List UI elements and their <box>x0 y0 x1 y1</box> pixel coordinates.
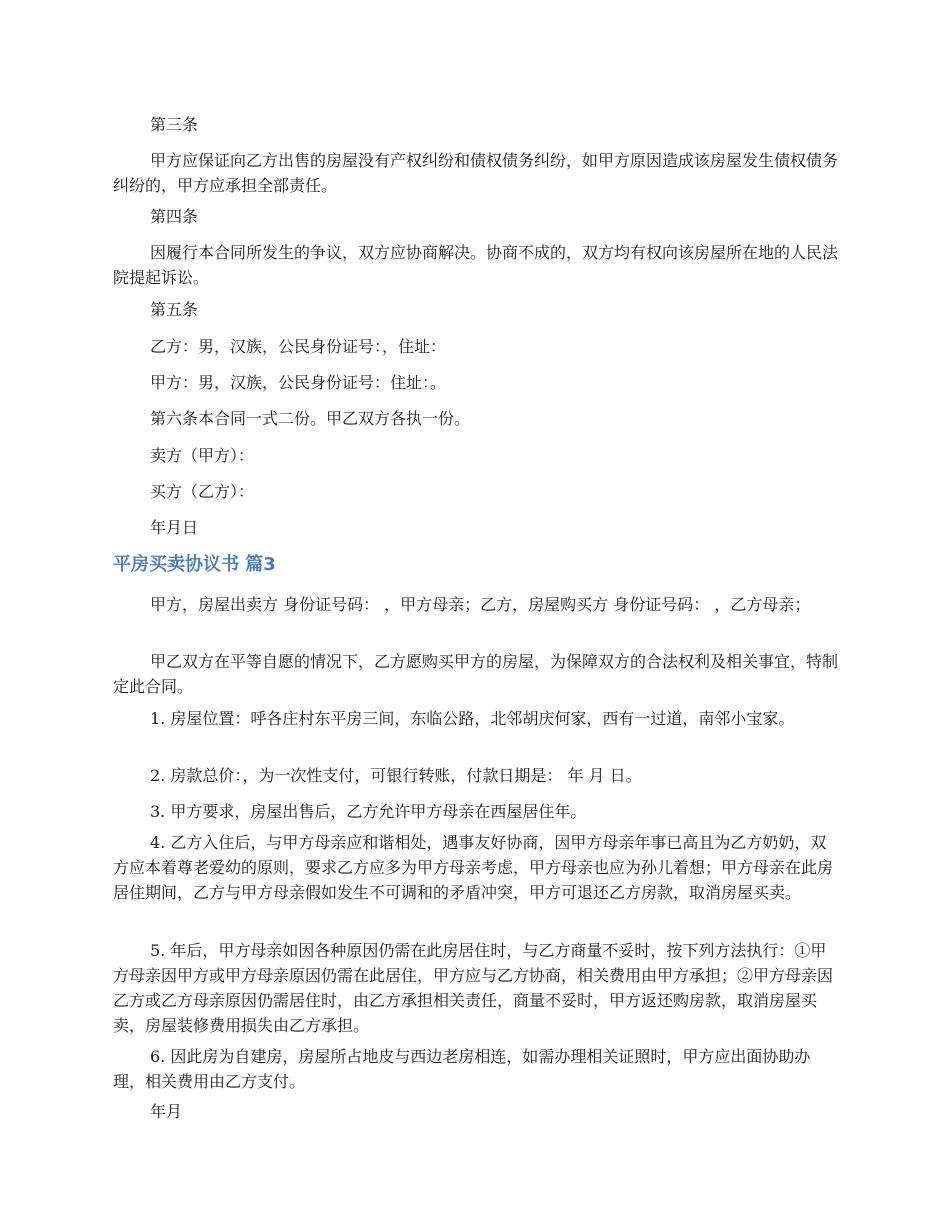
article-3-text: 甲方应保证向乙方出售的房屋没有产权纠纷和债权债务纠纷，如甲方原因造成该房屋发生债权债务纠纷的，甲方应承担全部责任。 <box>113 151 839 195</box>
article-4-title: 第四条 <box>150 207 199 226</box>
intro-parties: 甲方，房屋出卖方 身份证号码： ，甲方母亲；乙方，房屋购买方 身份证号码： ，乙方母亲； <box>150 595 811 614</box>
clause-1: 1. 房屋位置：呼各庄村东平房三间，东临公路，北邻胡庆何家，西有一过道，南邻小宝家。 <box>150 709 795 728</box>
party-a-line: 甲方：男，汉族，公民身份证号：住址：。 <box>150 373 447 392</box>
clause-4: 4. 乙方入住后，与甲方母亲应和谐相处，遇事友好协商，因甲方母亲年事已高且为乙方奶奶，双方应本着尊老爱幼的原则，要求乙方应多为甲方母亲考虑，甲方母亲也应为孙儿着想；甲方母亲在此房居住期间，乙方与甲方母亲假如发生不可调和的矛盾冲突，甲方可退还乙方房款，取消房屋买卖。 <box>113 833 834 902</box>
date-line: 年月日 <box>150 518 199 537</box>
clause-3: 3. 甲方要求，房屋出售后，乙方允许甲方母亲在西屋居住年。 <box>150 802 587 821</box>
clause-5: 5. 年后，甲方母亲如因各种原因仍需在此房居住时，与乙方商量不妥时，按下列方法执行：①甲方母亲因甲方或甲方母亲原因仍需在此居住，甲方应与乙方协商，相关费用由甲方承担；②甲方母亲因乙方或乙方母亲原因仍需居住时，由乙方承担相关责任，商量不妥时，甲方返还购房款，取消房屋买卖，房屋装修费用损失由乙方承担。 <box>113 941 834 1035</box>
clause-6: 6. 因此房为自建房，房屋所占地皮与西边老房相连，如需办理相关证照时，甲方应出面协助办理，相关费用由乙方支付。 <box>113 1047 811 1091</box>
buyer-signature-line: 买方（乙方）： <box>150 482 255 501</box>
seller-signature-line: 卖方（甲方）： <box>150 446 255 465</box>
clause-2: 2. 房款总价：，为一次性支付，可银行转账，付款日期是： 年 月 日。 <box>150 766 642 785</box>
article-4-text: 因履行本合同所发生的争议，双方应协商解决。协商不成的，双方均有权向该房屋所在地的人民法院提起诉讼。 <box>113 243 839 287</box>
article-6-text: 第六条本合同一式二份。甲乙双方各执一份。 <box>150 409 471 428</box>
article-5-title: 第五条 <box>150 300 199 319</box>
intro-purpose: 甲乙双方在平等自愿的情况下，乙方愿购买甲方的房屋，为保障双方的合法权利及相关事宜，特制定此合同。 <box>113 652 839 696</box>
closing-date: 年月 <box>150 1102 183 1121</box>
article-3-title: 第三条 <box>150 115 199 134</box>
section-heading: 平房买卖协议书 篇3 <box>113 554 276 575</box>
party-b-line: 乙方：男，汉族，公民身份证号：，住址： <box>150 337 447 356</box>
